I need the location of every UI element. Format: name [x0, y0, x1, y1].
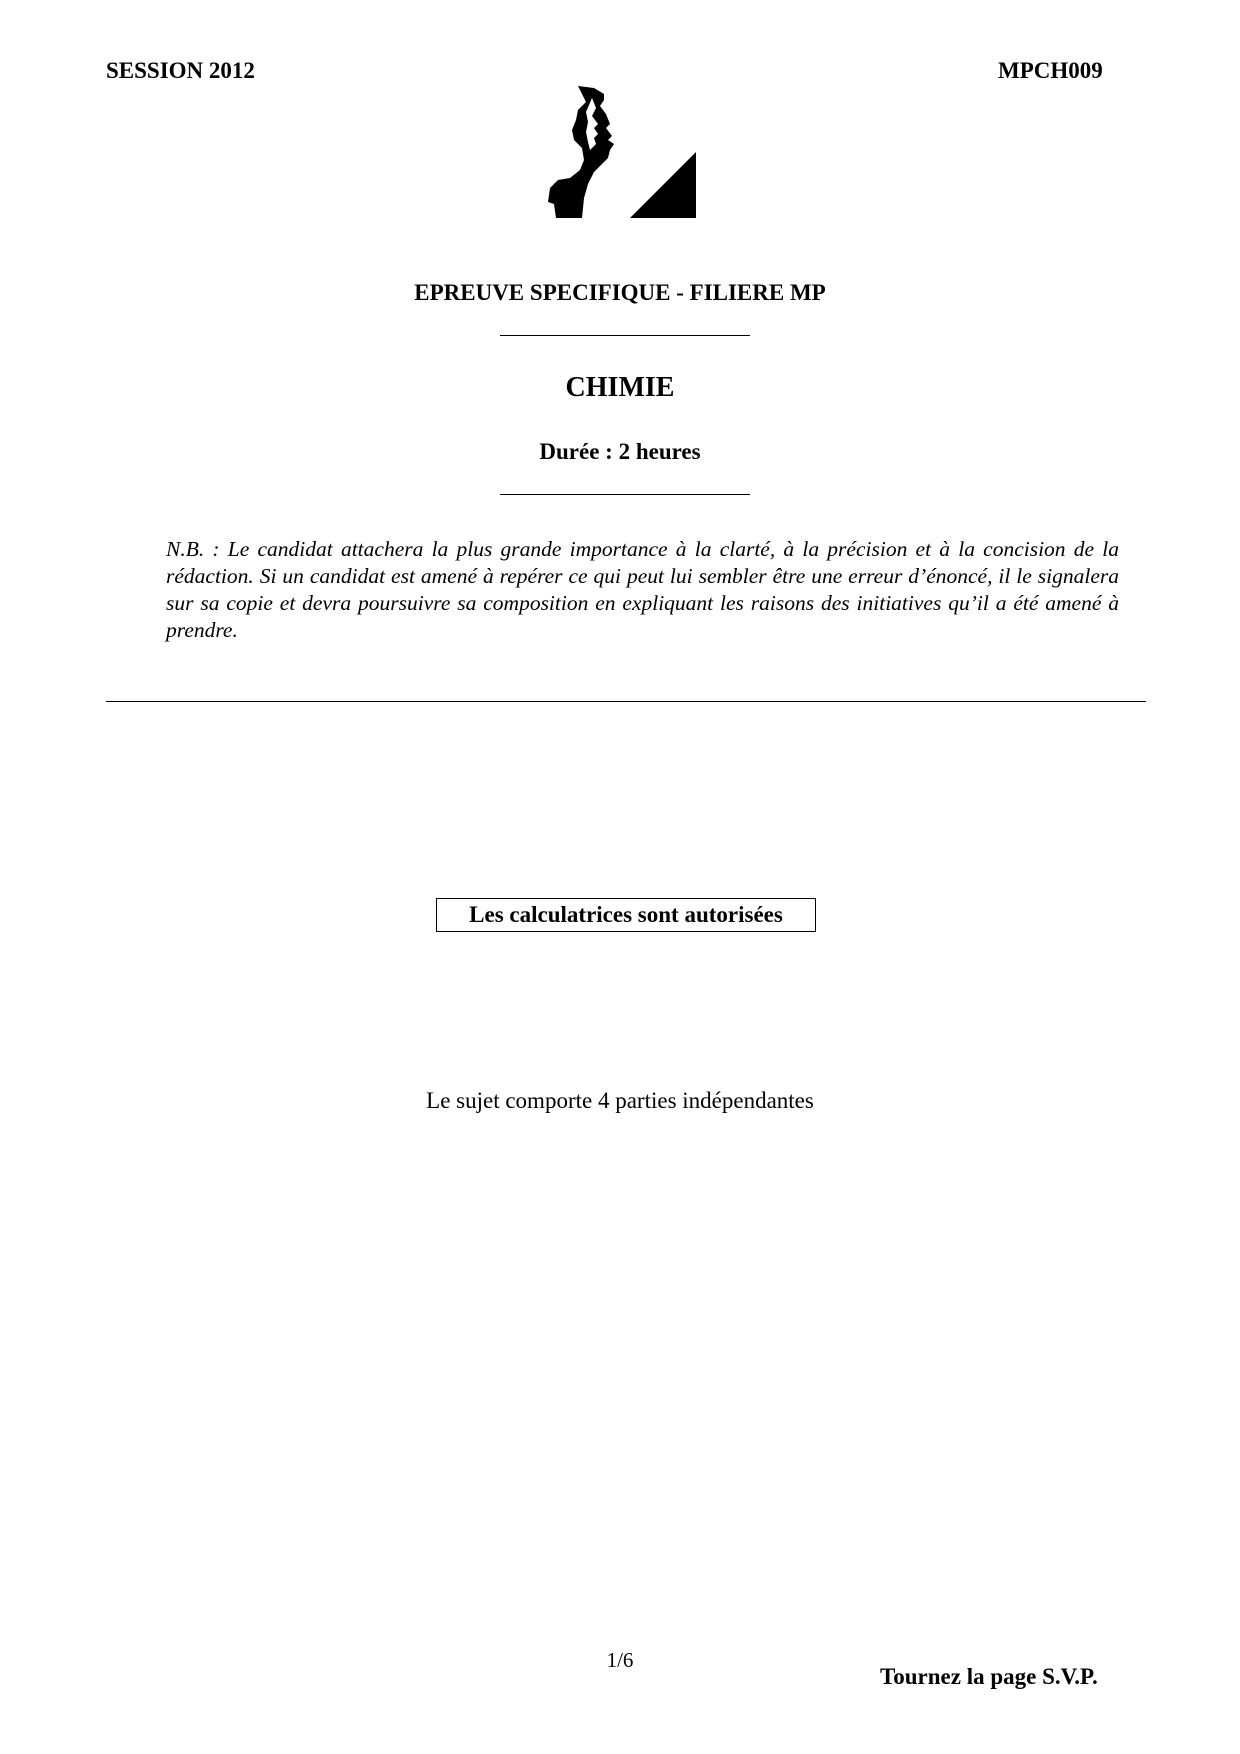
- page-number: 1/6: [606, 1648, 634, 1672]
- turn-page-note: Tournez la page S.V.P.: [880, 1664, 1098, 1689]
- exam-track-title: EPREUVE SPECIFIQUE - FILIERE MP: [414, 280, 826, 305]
- subject-title: CHIMIE: [565, 372, 675, 403]
- candidate-notice: N.B. : Le candidat attachera la plus grande importance à la clarté, à la précision et à la concision de la rédaction. Si un candidat est amené à repérer ce qui peut lui sembler être une erreur d’énoncé, il le signalera sur sa copie et devra poursuivre sa composition en expliquant les raisons des initiatives qu’il a été amené à prendre.: [166, 537, 1119, 642]
- duration-label: Durée : 2 heures: [539, 439, 701, 464]
- calculators-notice-text: Les calculatrices sont autorisées: [469, 902, 783, 927]
- logo-profiles-shape: [548, 86, 614, 218]
- session-label: SESSION 2012: [106, 58, 255, 83]
- section-divider: [106, 701, 1146, 702]
- profile-faces-logo-icon: [548, 84, 696, 220]
- title-divider: [500, 335, 750, 336]
- exam-code: MPCH009: [998, 58, 1103, 83]
- logo-triangle: [630, 152, 696, 218]
- duration-divider: [500, 494, 750, 495]
- parts-count-text: Le sujet comporte 4 parties indépendantes: [426, 1088, 814, 1113]
- calculators-notice-box: [436, 898, 816, 932]
